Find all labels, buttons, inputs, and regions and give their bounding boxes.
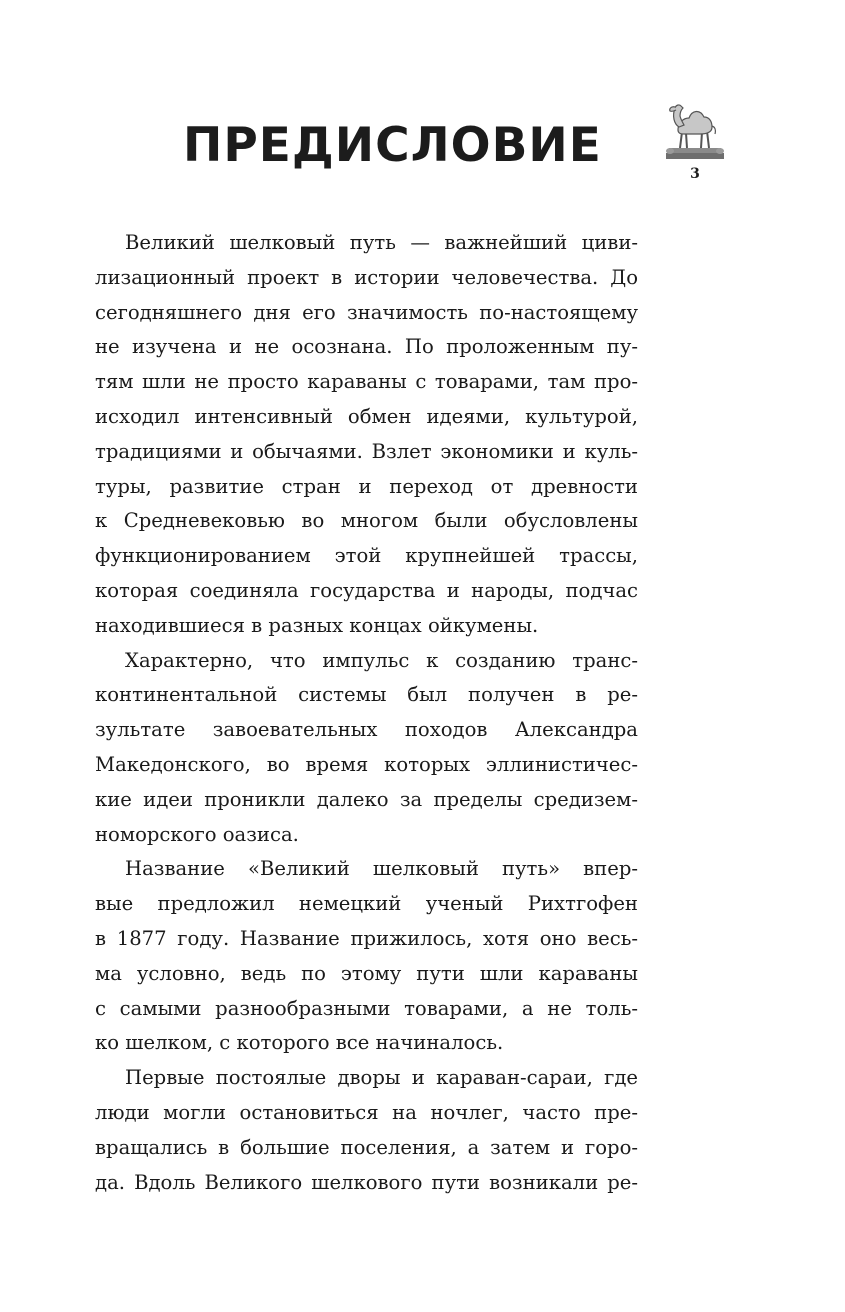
text-line: Характерно, что импульс к созданию транс- bbox=[125, 648, 638, 672]
text-line: Македонского, во время которых эллинистичес- bbox=[95, 752, 638, 776]
page-title: ПРЕДИСЛОВИЕ bbox=[183, 118, 602, 173]
text-line: зультате завоевательных походов Александра bbox=[95, 718, 638, 742]
text-line: континентальной системы был получен в ре- bbox=[95, 683, 638, 707]
text-line: которая соединяла государства и народы, подчас bbox=[95, 578, 638, 602]
text-line: вые предложил немецкий ученый Рихтгофен bbox=[95, 892, 638, 916]
text-line: лизационный проект в истории человечества. До bbox=[95, 265, 638, 289]
text-line: находившиеся в разных концах ойкумены. bbox=[95, 613, 539, 637]
text-line: сегодняшнего дня его значимость по-настоящему bbox=[95, 300, 638, 324]
text-line: люди могли остановиться на ночлег, часто пре- bbox=[95, 1100, 638, 1124]
text-line: не изучена и не осознана. По проложенным пу- bbox=[95, 335, 638, 359]
text-line: Великий шелковый путь — важнейший циви- bbox=[125, 231, 638, 254]
text-line: туры, развитие стран и переход от древности bbox=[95, 474, 638, 498]
text-line: номорского оазиса. bbox=[95, 822, 299, 846]
camel-on-pedestal-icon bbox=[660, 96, 730, 166]
text-line: ко шелком, с которого все начиналось. bbox=[95, 1031, 504, 1055]
text-line: в 1877 году. Название прижилось, хотя оно весь- bbox=[95, 926, 638, 950]
paragraph bbox=[95, 644, 638, 853]
text-line: исходил интенсивный обмен идеями, культурой, bbox=[95, 404, 638, 428]
text-line: к Средневековью во многом были обусловлены bbox=[95, 509, 638, 533]
paragraph bbox=[95, 226, 638, 644]
text-line: Первые постоялые дворы и караван-сараи, где bbox=[125, 1066, 638, 1090]
body-text bbox=[95, 226, 638, 1200]
page-number: 3 bbox=[690, 166, 700, 182]
paragraph bbox=[95, 852, 638, 1061]
text-line: вращались в большие поселения, а затем и горо- bbox=[95, 1135, 638, 1159]
text-line: традициями и обычаями. Взлет экономики и куль- bbox=[95, 439, 638, 463]
text-line: с самыми разнообразными товарами, а не толь- bbox=[95, 996, 638, 1020]
text-line: ма условно, ведь по этому пути шли караваны bbox=[95, 961, 638, 985]
paragraph bbox=[95, 1061, 638, 1200]
text-line: да. Вдоль Великого шелкового пути возникали ре- bbox=[95, 1170, 638, 1194]
text-line: Название «Великий шелковый путь» впер- bbox=[125, 857, 638, 881]
text-line: функционированием этой крупнейшей трассы, bbox=[95, 544, 638, 568]
text-line: тям шли не просто караваны с товарами, там про- bbox=[95, 370, 638, 394]
text-line: кие идеи проникли далеко за пределы средизем- bbox=[95, 787, 638, 811]
